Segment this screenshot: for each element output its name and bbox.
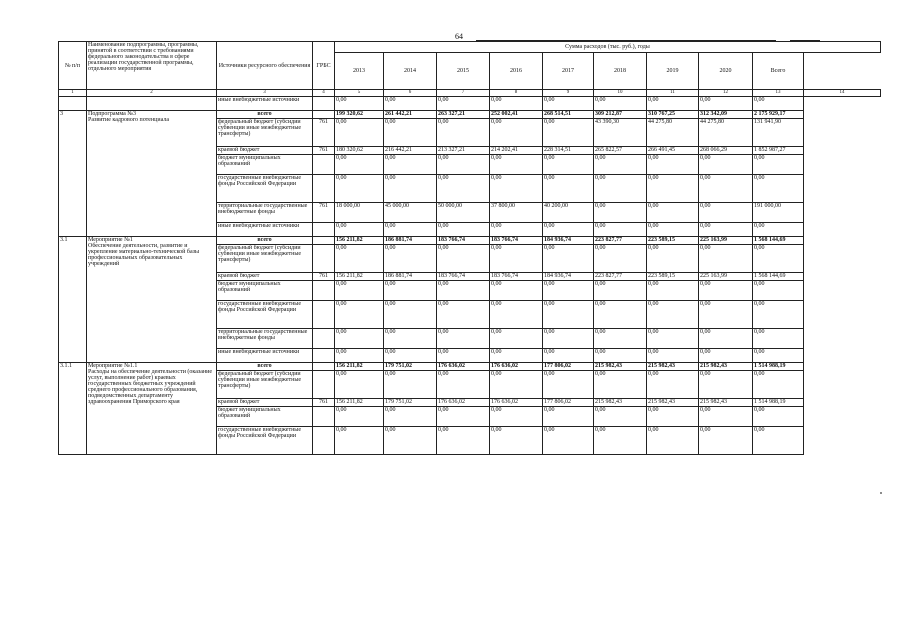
amount-cell: 0,00 [647,349,699,363]
source-cell: государственные внебюджетные фонды Российской Федерации [217,175,313,203]
amount-cell: 177 806,02 [543,399,594,407]
grbs-cell: 761 [313,399,335,407]
amount-cell: 0,00 [335,245,384,273]
scan-speck [880,492,882,494]
amount-cell: 0,00 [384,119,437,147]
source-cell: бюджет муниципальных образований [217,407,313,427]
amount-cell: 0,00 [384,175,437,203]
amount-cell: 0,00 [594,223,647,237]
amount-cell: 0,00 [543,349,594,363]
amount-cell: 0,00 [647,407,699,427]
item-title: Мероприятие №1.1 [88,363,138,369]
total-cell: 2 175 929,17 [753,111,804,119]
source-cell: всего [217,237,313,245]
table-row [59,97,881,111]
amount-cell: 0,00 [594,407,647,427]
amount-cell: 0,00 [490,245,543,273]
amount-cell: 0,00 [437,155,490,175]
amount-cell: 176 636,02 [437,399,490,407]
amount-cell: 0,00 [647,301,699,329]
grbs-cell [313,301,335,329]
item-number: 3 [59,111,87,237]
item-name-cell [87,97,217,111]
amount-cell: 0,00 [490,281,543,301]
source-cell: краевой бюджет [217,273,313,281]
grbs-cell: 761 [313,273,335,281]
amount-cell: 180 320,62 [335,147,384,155]
amount-cell: 215 982,43 [699,399,753,407]
amount-cell: 215 982,43 [594,363,647,371]
amount-cell: 37 800,00 [490,203,543,223]
amount-cell: 176 636,02 [490,399,543,407]
amount-cell: 265 822,57 [594,147,647,155]
amount-cell: 0,00 [437,329,490,349]
amount-cell: 184 936,74 [543,273,594,281]
amount-cell: 0,00 [335,223,384,237]
amount-cell: 0,00 [647,329,699,349]
amount-cell: 0,00 [384,349,437,363]
amount-cell: 0,00 [699,281,753,301]
amount-cell: 0,00 [437,407,490,427]
amount-cell: 252 002,41 [490,111,543,119]
total-cell: 1 514 988,19 [753,363,804,371]
total-cell: 0,00 [753,245,804,273]
table-row [59,111,881,119]
amount-cell: 183 766,74 [490,273,543,281]
col-number: 5 [335,90,384,97]
item-name-cell [87,237,217,363]
total-cell: 0,00 [753,407,804,427]
source-cell: иные внебюджетные источники [217,223,313,237]
amount-cell: 0,00 [437,245,490,273]
amount-cell: 0,00 [384,427,437,455]
amount-cell: 223 827,77 [594,237,647,245]
amount-cell: 0,00 [490,119,543,147]
grbs-cell [313,155,335,175]
total-cell: 0,00 [753,371,804,399]
col-sum-header: Сумма расходов (тыс. руб.), годы [335,42,881,53]
year-header: 2018 [594,53,647,90]
amount-cell: 183 766,74 [437,273,490,281]
col-name-header: Наименование подпрограммы, программы, принятой в соответствии с требованиями федерального законодательства в сфере реализации государственной программы, отдельного мероприятия [87,42,217,90]
amount-cell: 0,00 [647,97,699,111]
amount-cell: 0,00 [437,223,490,237]
amount-cell: 156 211,82 [335,273,384,281]
item-description: Расходы на обеспечение деятельности (оказание услуг, выполнение работ) краевых государственных бюджетных учреждений среднего профессионального образования, подведомственных департаменту здравоохранения Приморского края [88,369,213,405]
source-cell: бюджет муниципальных образований [217,281,313,301]
col-source-header: Источники ресурсного обеспечения [217,42,313,90]
grbs-cell: 761 [313,119,335,147]
amount-cell: 266 491,45 [647,147,699,155]
amount-cell: 0,00 [335,97,384,111]
amount-cell: 156 211,82 [335,399,384,407]
item-number [59,97,87,111]
amount-cell: 0,00 [699,427,753,455]
amount-cell: 0,00 [647,175,699,203]
total-cell: 0,00 [753,223,804,237]
grbs-cell [313,237,335,245]
grbs-cell [313,245,335,273]
amount-cell: 0,00 [384,371,437,399]
amount-cell: 0,00 [699,371,753,399]
grbs-cell [313,175,335,203]
amount-cell: 0,00 [594,203,647,223]
amount-cell: 0,00 [543,223,594,237]
amount-cell: 215 982,43 [647,399,699,407]
amount-cell: 0,00 [490,427,543,455]
year-header: 2013 [335,53,384,90]
amount-cell: 0,00 [594,371,647,399]
amount-cell: 0,00 [490,155,543,175]
amount-cell: 183 766,74 [490,237,543,245]
amount-cell: 179 751,02 [384,363,437,371]
item-description: Обеспечение деятельности, развитие и укрепление материально-технической базы профессиональных образовательных учреждений [88,243,200,267]
amount-cell: 0,00 [543,97,594,111]
amount-cell: 223 589,15 [647,273,699,281]
source-cell: иные внебюджетные источники [217,349,313,363]
col-number: 2 [87,90,217,97]
amount-cell: 0,00 [384,407,437,427]
amount-cell: 0,00 [543,301,594,329]
source-cell: краевой бюджет [217,399,313,407]
amount-cell: 0,00 [594,97,647,111]
amount-cell: 309 212,87 [594,111,647,119]
amount-cell: 0,00 [543,407,594,427]
col-number: 13 [753,90,804,97]
amount-cell: 0,00 [647,245,699,273]
source-cell: территориальные государственные внебюджетные фонды [217,203,313,223]
total-cell: 0,00 [753,427,804,455]
amount-cell: 0,00 [594,155,647,175]
amount-cell: 0,00 [384,329,437,349]
total-cell: 0,00 [753,155,804,175]
source-cell: всего [217,363,313,371]
amount-cell: 0,00 [490,329,543,349]
amount-cell: 0,00 [647,427,699,455]
amount-cell: 45 000,00 [384,203,437,223]
amount-cell: 44 275,80 [699,119,753,147]
source-cell: иные внебюджетные источники [217,97,313,111]
amount-cell: 0,00 [437,281,490,301]
year-header: 2020 [699,53,753,90]
item-title: Подпрограмма №3 [88,111,136,117]
amount-cell: 184 936,74 [543,237,594,245]
amount-cell: 44 275,80 [647,119,699,147]
amount-cell: 223 589,15 [647,237,699,245]
total-header: Всего [753,53,804,90]
grbs-cell: 761 [313,147,335,155]
amount-cell: 183 766,74 [437,237,490,245]
amount-cell: 215 982,43 [594,399,647,407]
source-cell: бюджет муниципальных образований [217,155,313,175]
amount-cell: 228 314,51 [543,147,594,155]
col-number: 10 [594,90,647,97]
amount-cell: 223 827,77 [594,273,647,281]
amount-cell: 268 066,29 [699,147,753,155]
amount-cell: 312 342,09 [699,111,753,119]
amount-cell: 0,00 [384,301,437,329]
amount-cell: 0,00 [699,349,753,363]
col-grbs-header: ГРБС [313,42,335,90]
amount-cell: 0,00 [437,97,490,111]
amount-cell: 199 320,62 [335,111,384,119]
grbs-cell: 761 [313,203,335,223]
col-no-header: № п/п [59,42,87,90]
col-number: 14 [804,90,881,97]
amount-cell: 0,00 [699,329,753,349]
amount-cell: 0,00 [647,203,699,223]
amount-cell: 0,00 [647,371,699,399]
amount-cell: 0,00 [543,281,594,301]
col-number: 12 [699,90,753,97]
amount-cell: 186 881,74 [384,273,437,281]
amount-cell: 0,00 [543,371,594,399]
total-cell: 1 852 987,27 [753,147,804,155]
table-body [59,97,881,455]
year-header: 2019 [647,53,699,90]
total-cell: 1 568 144,69 [753,273,804,281]
grbs-cell [313,97,335,111]
total-cell: 131 941,90 [753,119,804,147]
total-cell: 0,00 [753,349,804,363]
total-cell: 1 514 988,19 [753,399,804,407]
total-cell: 0,00 [753,97,804,111]
amount-cell: 225 163,99 [699,273,753,281]
grbs-cell [313,329,335,349]
item-number: 3.1 [59,237,87,363]
amount-cell: 0,00 [647,281,699,301]
source-cell: федеральный бюджет (субсидии субвенции иные межбюджетные трансферты) [217,119,313,147]
col-number: 9 [543,90,594,97]
amount-cell: 0,00 [437,175,490,203]
amount-cell: 0,00 [647,223,699,237]
amount-cell: 0,00 [335,349,384,363]
amount-cell: 215 982,43 [647,363,699,371]
amount-cell: 0,00 [437,301,490,329]
col-number: 3 [217,90,313,97]
item-description: Развитие кадрового потенциала [88,117,169,123]
amount-cell: 0,00 [437,371,490,399]
amount-cell: 50 000,00 [437,203,490,223]
amount-cell: 0,00 [335,175,384,203]
source-cell: всего [217,111,313,119]
amount-cell: 0,00 [594,301,647,329]
amount-cell: 0,00 [699,407,753,427]
amount-cell: 0,00 [384,245,437,273]
amount-cell: 216 442,21 [384,147,437,155]
amount-cell: 0,00 [594,427,647,455]
amount-cell: 43 390,30 [594,119,647,147]
amount-cell: 213 327,21 [437,147,490,155]
amount-cell: 0,00 [699,175,753,203]
table-row [59,363,881,371]
table-row [59,237,881,245]
item-number: 3.1.1 [59,363,87,455]
amount-cell: 0,00 [335,407,384,427]
page-number: 64 [455,32,463,41]
amount-cell: 0,00 [543,119,594,147]
amount-cell: 0,00 [335,301,384,329]
amount-cell: 0,00 [699,245,753,273]
amount-cell: 0,00 [335,119,384,147]
amount-cell: 0,00 [594,329,647,349]
amount-cell: 0,00 [384,97,437,111]
amount-cell: 225 163,99 [699,237,753,245]
amount-cell: 176 636,02 [437,363,490,371]
col-number: 6 [384,90,437,97]
source-cell: федеральный бюджет (субсидии субвенции иные межбюджетные трансферты) [217,245,313,273]
amount-cell: 0,00 [543,329,594,349]
amount-cell: 156 211,82 [335,237,384,245]
grbs-cell [313,407,335,427]
budget-table [58,41,881,455]
amount-cell: 18 000,00 [335,203,384,223]
amount-cell: 0,00 [437,427,490,455]
amount-cell: 40 200,00 [543,203,594,223]
amount-cell: 0,00 [647,155,699,175]
amount-cell: 268 514,51 [543,111,594,119]
source-cell: краевой бюджет [217,147,313,155]
source-cell: территориальные государственные внебюджетные фонды [217,329,313,349]
col-number: 4 [313,90,335,97]
amount-cell: 0,00 [543,155,594,175]
amount-cell: 0,00 [335,371,384,399]
amount-cell: 0,00 [594,175,647,203]
col-number: 11 [647,90,699,97]
grbs-cell [313,427,335,455]
amount-cell: 215 982,43 [699,363,753,371]
source-cell: государственные внебюджетные фонды Российской Федерации [217,301,313,329]
amount-cell: 0,00 [384,155,437,175]
amount-cell: 0,00 [490,175,543,203]
amount-cell: 0,00 [490,301,543,329]
amount-cell: 0,00 [335,281,384,301]
amount-cell: 176 636,02 [490,363,543,371]
amount-cell: 0,00 [490,371,543,399]
grbs-cell [313,349,335,363]
amount-cell: 263 327,21 [437,111,490,119]
amount-cell: 0,00 [543,245,594,273]
total-cell: 191 000,00 [753,203,804,223]
amount-cell: 0,00 [335,427,384,455]
amount-cell: 0,00 [335,329,384,349]
year-header: 2017 [543,53,594,90]
amount-cell: 0,00 [594,245,647,273]
amount-cell: 0,00 [543,427,594,455]
amount-cell: 0,00 [594,349,647,363]
amount-cell: 0,00 [699,203,753,223]
amount-cell: 0,00 [490,97,543,111]
amount-cell: 186 881,74 [384,237,437,245]
year-header: 2014 [384,53,437,90]
amount-cell: 0,00 [384,281,437,301]
col-number: 8 [490,90,543,97]
amount-cell: 0,00 [699,301,753,329]
amount-cell: 0,00 [543,175,594,203]
amount-cell: 0,00 [699,223,753,237]
amount-cell: 0,00 [437,349,490,363]
total-cell: 0,00 [753,175,804,203]
amount-cell: 0,00 [384,223,437,237]
total-cell: 0,00 [753,301,804,329]
amount-cell: 0,00 [490,349,543,363]
total-cell: 1 568 144,69 [753,237,804,245]
amount-cell: 179 751,02 [384,399,437,407]
year-header: 2015 [437,53,490,90]
item-title: Мероприятие №1 [88,237,133,243]
amount-cell: 0,00 [437,119,490,147]
grbs-cell [313,371,335,399]
item-name-cell [87,363,217,455]
amount-cell: 156 211,82 [335,363,384,371]
amount-cell: 0,00 [699,155,753,175]
total-cell: 0,00 [753,329,804,349]
source-cell: государственные внебюджетные фонды Российской Федерации [217,427,313,455]
amount-cell: 261 442,21 [384,111,437,119]
amount-cell: 0,00 [699,97,753,111]
amount-cell: 0,00 [335,155,384,175]
grbs-cell [313,281,335,301]
grbs-cell [313,111,335,119]
source-cell: федеральный бюджет (субсидии субвенции иные межбюджетные трансферты) [217,371,313,399]
col-number: 7 [437,90,490,97]
amount-cell: 0,00 [594,281,647,301]
col-number: 1 [59,90,87,97]
amount-cell: 310 767,25 [647,111,699,119]
amount-cell: 0,00 [490,223,543,237]
amount-cell: 214 202,41 [490,147,543,155]
grbs-cell [313,223,335,237]
grbs-cell [313,363,335,371]
amount-cell: 0,00 [490,407,543,427]
item-name-cell [87,111,217,237]
total-cell: 0,00 [753,281,804,301]
amount-cell: 177 806,02 [543,363,594,371]
year-header: 2016 [490,53,543,90]
